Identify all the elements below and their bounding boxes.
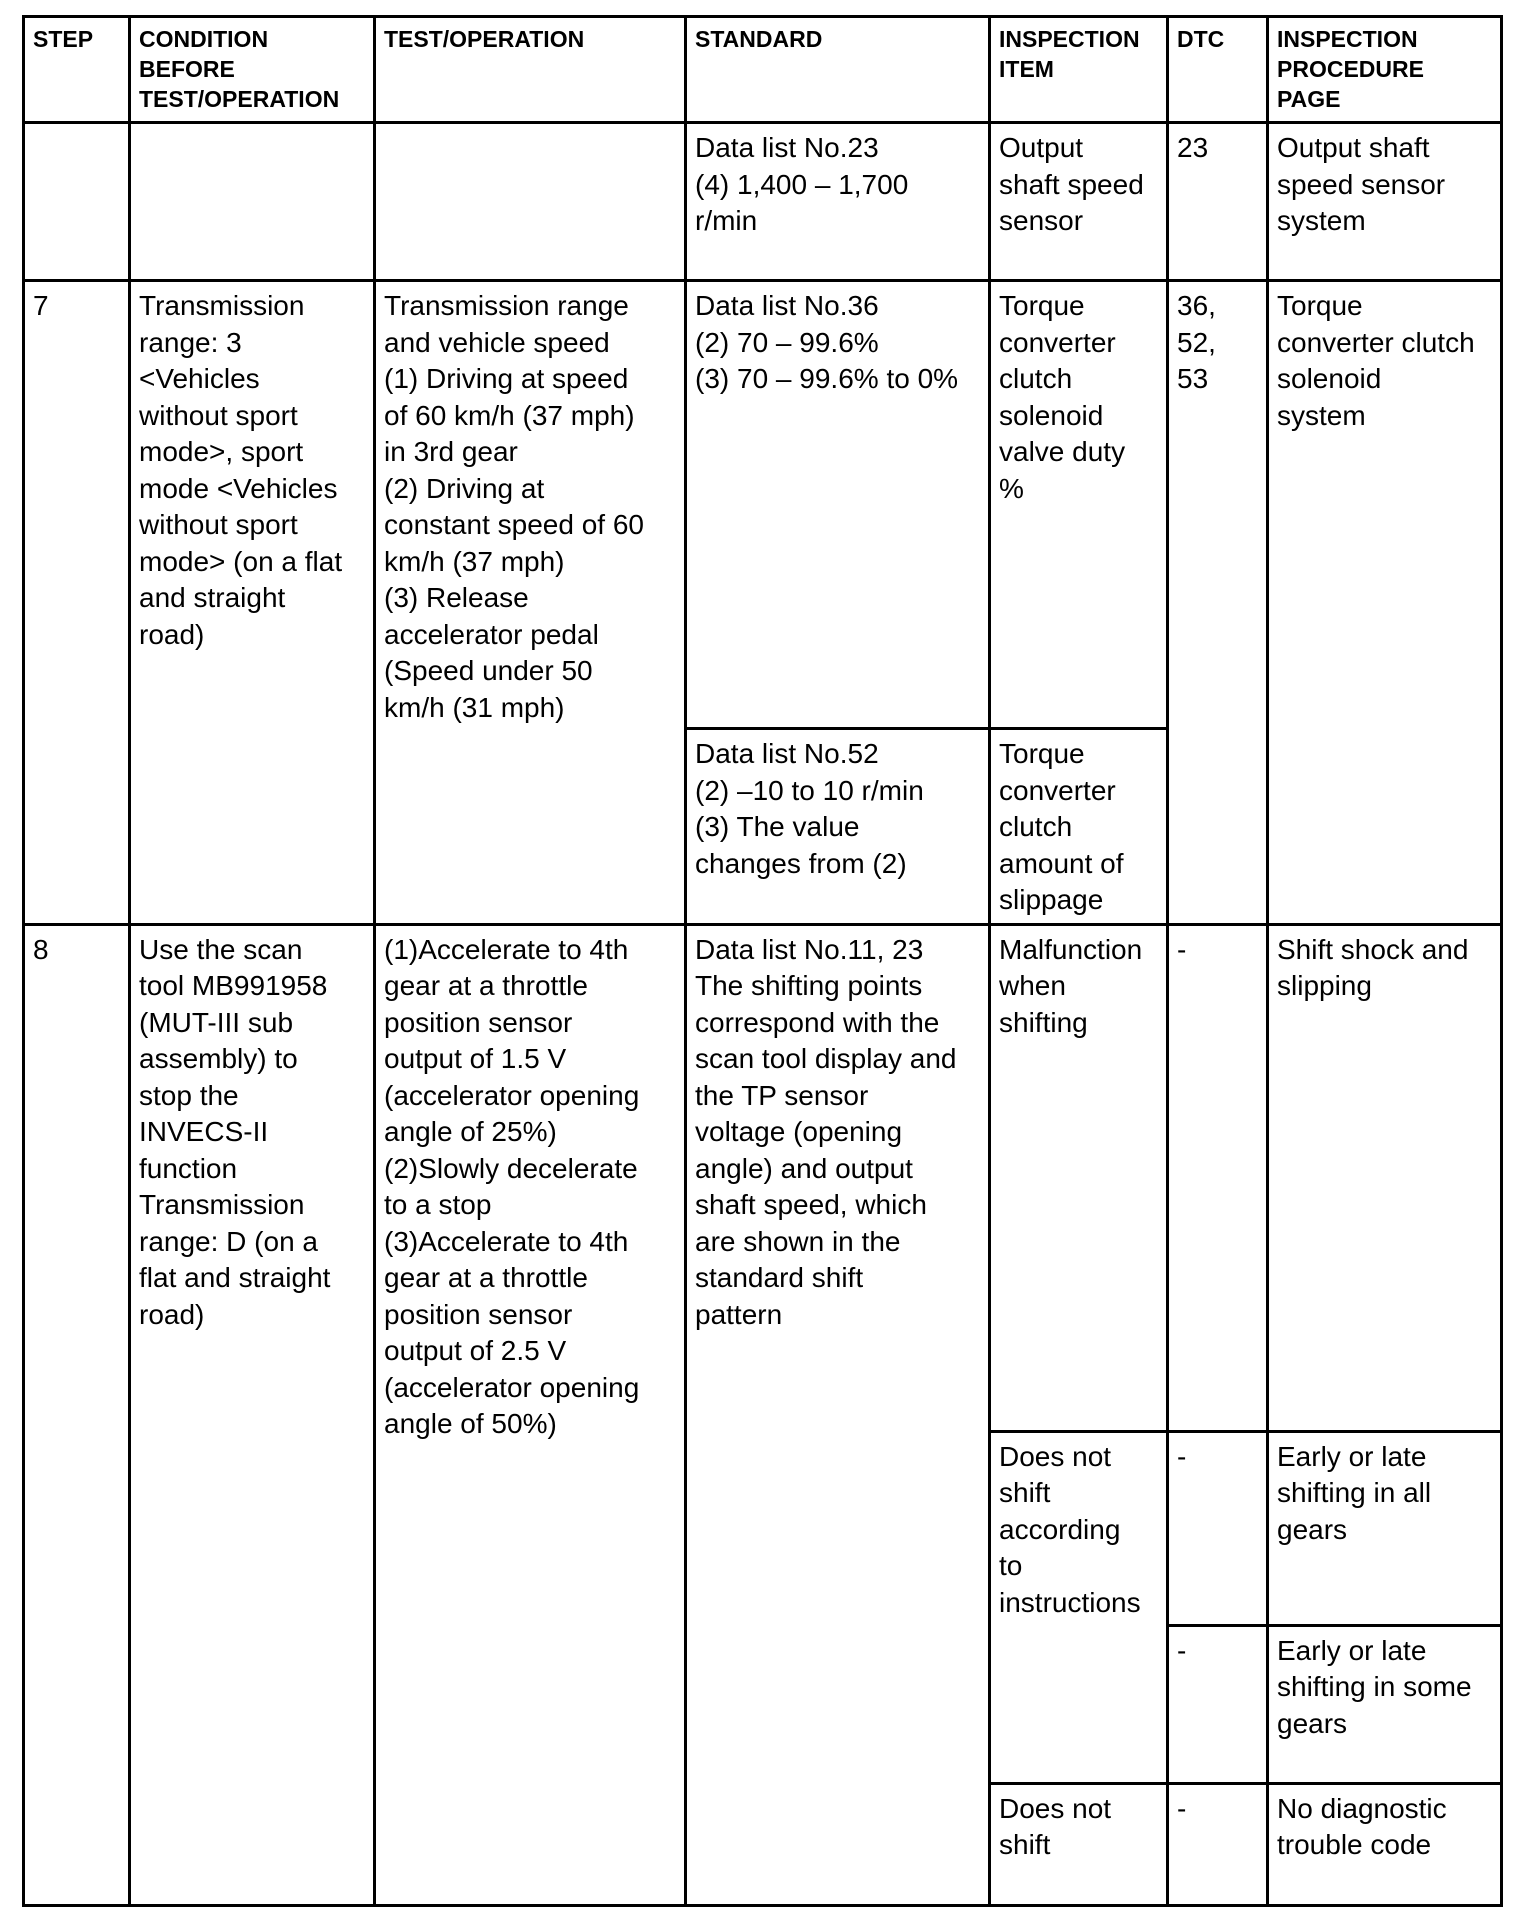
- cell-step: 8: [24, 924, 130, 1905]
- cell-standard: Data list No.36 (2) 70 – 99.6% (3) 70 – 99.6% to 0%: [686, 281, 990, 729]
- cell-dtc: -: [1168, 1431, 1268, 1625]
- cell-procedure-page: Shift shock and slipping: [1268, 924, 1502, 1431]
- table-row: [24, 123, 1502, 281]
- table-row: [24, 281, 1502, 729]
- header-condition: CONDITION BEFORE TEST/OPERATION: [130, 17, 375, 123]
- header-step: STEP: [24, 17, 130, 123]
- cell-dtc: 36, 52, 53: [1168, 281, 1268, 925]
- cell-test-operation: (1)Accelerate to 4th gear at a throttle position sensor output of 1.5 V (accelerator opening angle of 25%) (2)Slowly decelerate to a stop (3)Accelerate to 4th gear at a throttle position sensor output of 2.5 V (accelerator opening angle of 50%): [375, 924, 686, 1905]
- header-row: [24, 17, 1502, 123]
- cell-procedure-page: Early or late shifting in all gears: [1268, 1431, 1502, 1625]
- cell-inspection-item: Torque converter clutch solenoid valve duty %: [990, 281, 1168, 729]
- header-inspection-item: INSPECTION ITEM: [990, 17, 1168, 123]
- cell-step-empty: [24, 123, 130, 281]
- header-dtc: DTC: [1168, 17, 1268, 123]
- cell-inspection-item: Malfunction when shifting: [990, 924, 1168, 1431]
- cell-procedure-page: Early or late shifting in some gears: [1268, 1625, 1502, 1783]
- cell-test-empty: [375, 123, 686, 281]
- cell-inspection-item: Torque converter clutch amount of slippage: [990, 729, 1168, 925]
- cell-inspection-item: Does not shift: [990, 1783, 1168, 1905]
- cell-procedure-page: Torque converter clutch solenoid system: [1268, 281, 1502, 925]
- cell-dtc: 23: [1168, 123, 1268, 281]
- header-standard: STANDARD: [686, 17, 990, 123]
- cell-procedure-page: Output shaft speed sensor system: [1268, 123, 1502, 281]
- inspection-table-page: [22, 15, 1500, 1907]
- header-procedure-page: INSPECTION PROCEDURE PAGE: [1268, 17, 1502, 123]
- cell-dtc: -: [1168, 1625, 1268, 1783]
- cell-condition-empty: [130, 123, 375, 281]
- header-test-operation: TEST/OPERATION: [375, 17, 686, 123]
- cell-inspection-item: Output shaft speed sensor: [990, 123, 1168, 281]
- cell-standard: Data list No.23 (4) 1,400 – 1,700 r/min: [686, 123, 990, 281]
- cell-procedure-page: No diagnostic trouble code: [1268, 1783, 1502, 1905]
- cell-standard: Data list No.11, 23 The shifting points correspond with the scan tool display and the TP sensor voltage (opening angle) and output shaft speed, which are shown in the standard shift pattern: [686, 924, 990, 1905]
- table-row: [24, 924, 1502, 1431]
- inspection-table: [22, 15, 1503, 1907]
- cell-inspection-item: Does not shift according to instructions: [990, 1431, 1168, 1783]
- cell-dtc: -: [1168, 1783, 1268, 1905]
- cell-dtc: -: [1168, 924, 1268, 1431]
- cell-condition: Transmission range: 3 <Vehicles without sport mode>, sport mode <Vehicles without sport mode> (on a flat and straight road): [130, 281, 375, 925]
- cell-test-operation: Transmission range and vehicle speed (1) Driving at speed of 60 km/h (37 mph) in 3rd gear (2) Driving at constant speed of 60 km/h (37 mph) (3) Release accelerator pedal (Speed under 50 km/h (31 mph): [375, 281, 686, 925]
- cell-standard: Data list No.52 (2) –10 to 10 r/min (3) The value changes from (2): [686, 729, 990, 925]
- cell-step: 7: [24, 281, 130, 925]
- cell-condition: Use the scan tool MB991958 (MUT-III sub assembly) to stop the INVECS-II function Transmission range: D (on a flat and straight road): [130, 924, 375, 1905]
